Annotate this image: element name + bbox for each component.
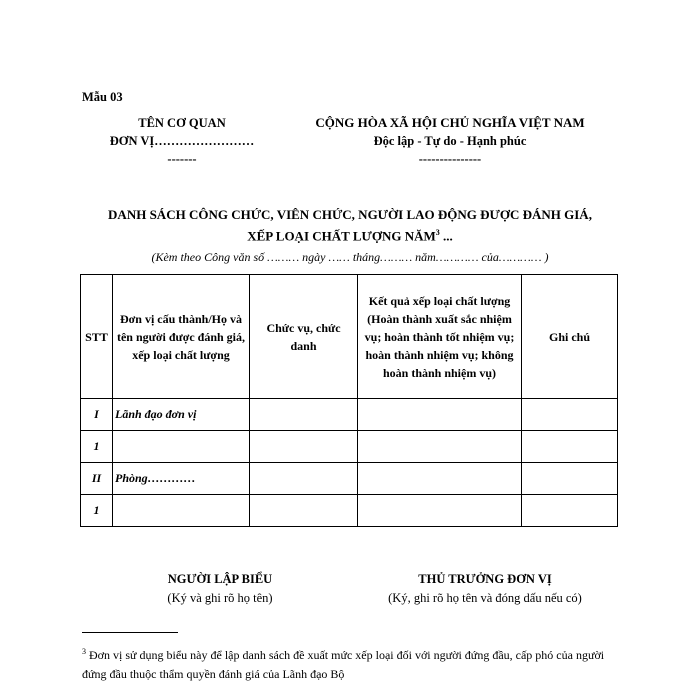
head-title: THỦ TRƯỞNG ĐƠN VỊ [418,572,552,586]
document-title [60,206,640,245]
cell-name [113,431,250,463]
cell-stt: 1 [81,431,113,463]
agency-header [92,114,272,168]
footnote-mark: 3 [82,647,86,656]
footnote-divider [82,632,178,633]
header-stt: STT [81,275,113,399]
national-header [290,114,610,168]
cell-result [358,431,522,463]
cell-stt: II [81,463,113,495]
country-name: CỘNG HÒA XÃ HỘI CHỦ NGHĨA VIỆT NAM [315,115,585,130]
cell-name: Phòng………… [113,463,250,495]
header-note: Ghi chú [522,275,618,399]
preparer-hint: (Ký và ghi rõ họ tên) [167,591,273,605]
national-divider: --------------- [418,152,482,166]
cell-result [358,463,522,495]
cell-name: Lãnh đạo đơn vị [113,399,250,431]
table-row [81,399,618,431]
cell-note [522,495,618,527]
footnote-text: Đơn vị sử dụng biểu này để lập danh sách đề xuất mức xếp loại đối với người đứng đầu, cấp phó của người đứng đầu thuộc thẩm quyền đánh giá của Lãnh đạo Bộ [82,648,605,681]
cell-result [358,399,522,431]
table-row [81,431,618,463]
title-footnote-mark: 3 [435,228,440,237]
evaluation-table [80,274,618,527]
agency-divider: ------- [167,152,197,166]
unit-name: ĐƠN VỊ…………………… [109,134,255,148]
cell-stt: I [81,399,113,431]
table-row [81,495,618,527]
cell-position [250,463,358,495]
title-line-2 [60,224,640,245]
attachment-note: (Kèm theo Công văn số ……… ngày …… tháng……… năm………… của………… ) [151,250,549,264]
head-hint: (Ký, ghi rõ họ tên và đóng dấu nếu có) [388,591,582,605]
preparer-signature-block [140,570,300,608]
agency-name: TÊN CƠ QUAN [138,116,226,130]
footnote [82,642,622,684]
cell-position [250,431,358,463]
cell-result [358,495,522,527]
title-line-2-text: XẾP LOẠI CHẤT LƯỢNG NĂM [247,228,436,244]
cell-stt: 1 [81,495,113,527]
form-code: Mẫu 03 [82,90,123,104]
table-row [81,463,618,495]
national-motto: Độc lập - Tự do - Hạnh phúc [373,134,527,148]
cell-position [250,399,358,431]
cell-note [522,463,618,495]
cell-note [522,399,618,431]
head-signature-block [360,570,610,608]
header-position: Chức vụ, chức danh [250,275,358,399]
cell-note [522,431,618,463]
table-header-row [81,275,618,399]
title-line-1: DANH SÁCH CÔNG CHỨC, VIÊN CHỨC, NGƯỜI LAO ĐỘNG ĐƯỢC ĐÁNH GIÁ, [108,207,592,222]
header-result: Kết quả xếp loại chất lượng (Hoàn thành xuất sắc nhiệm vụ; hoàn thành tốt nhiệm vụ; hoàn thành nhiệm vụ; không hoàn thành nhiệm vụ) [358,275,522,399]
cell-position [250,495,358,527]
cell-name [113,495,250,527]
header-unit-name: Đơn vị cấu thành/Họ và tên người được đánh giá, xếp loại chất lượng [113,275,250,399]
title-line-2-suffix: ... [439,228,453,244]
preparer-title: NGƯỜI LẬP BIỂU [167,572,273,586]
